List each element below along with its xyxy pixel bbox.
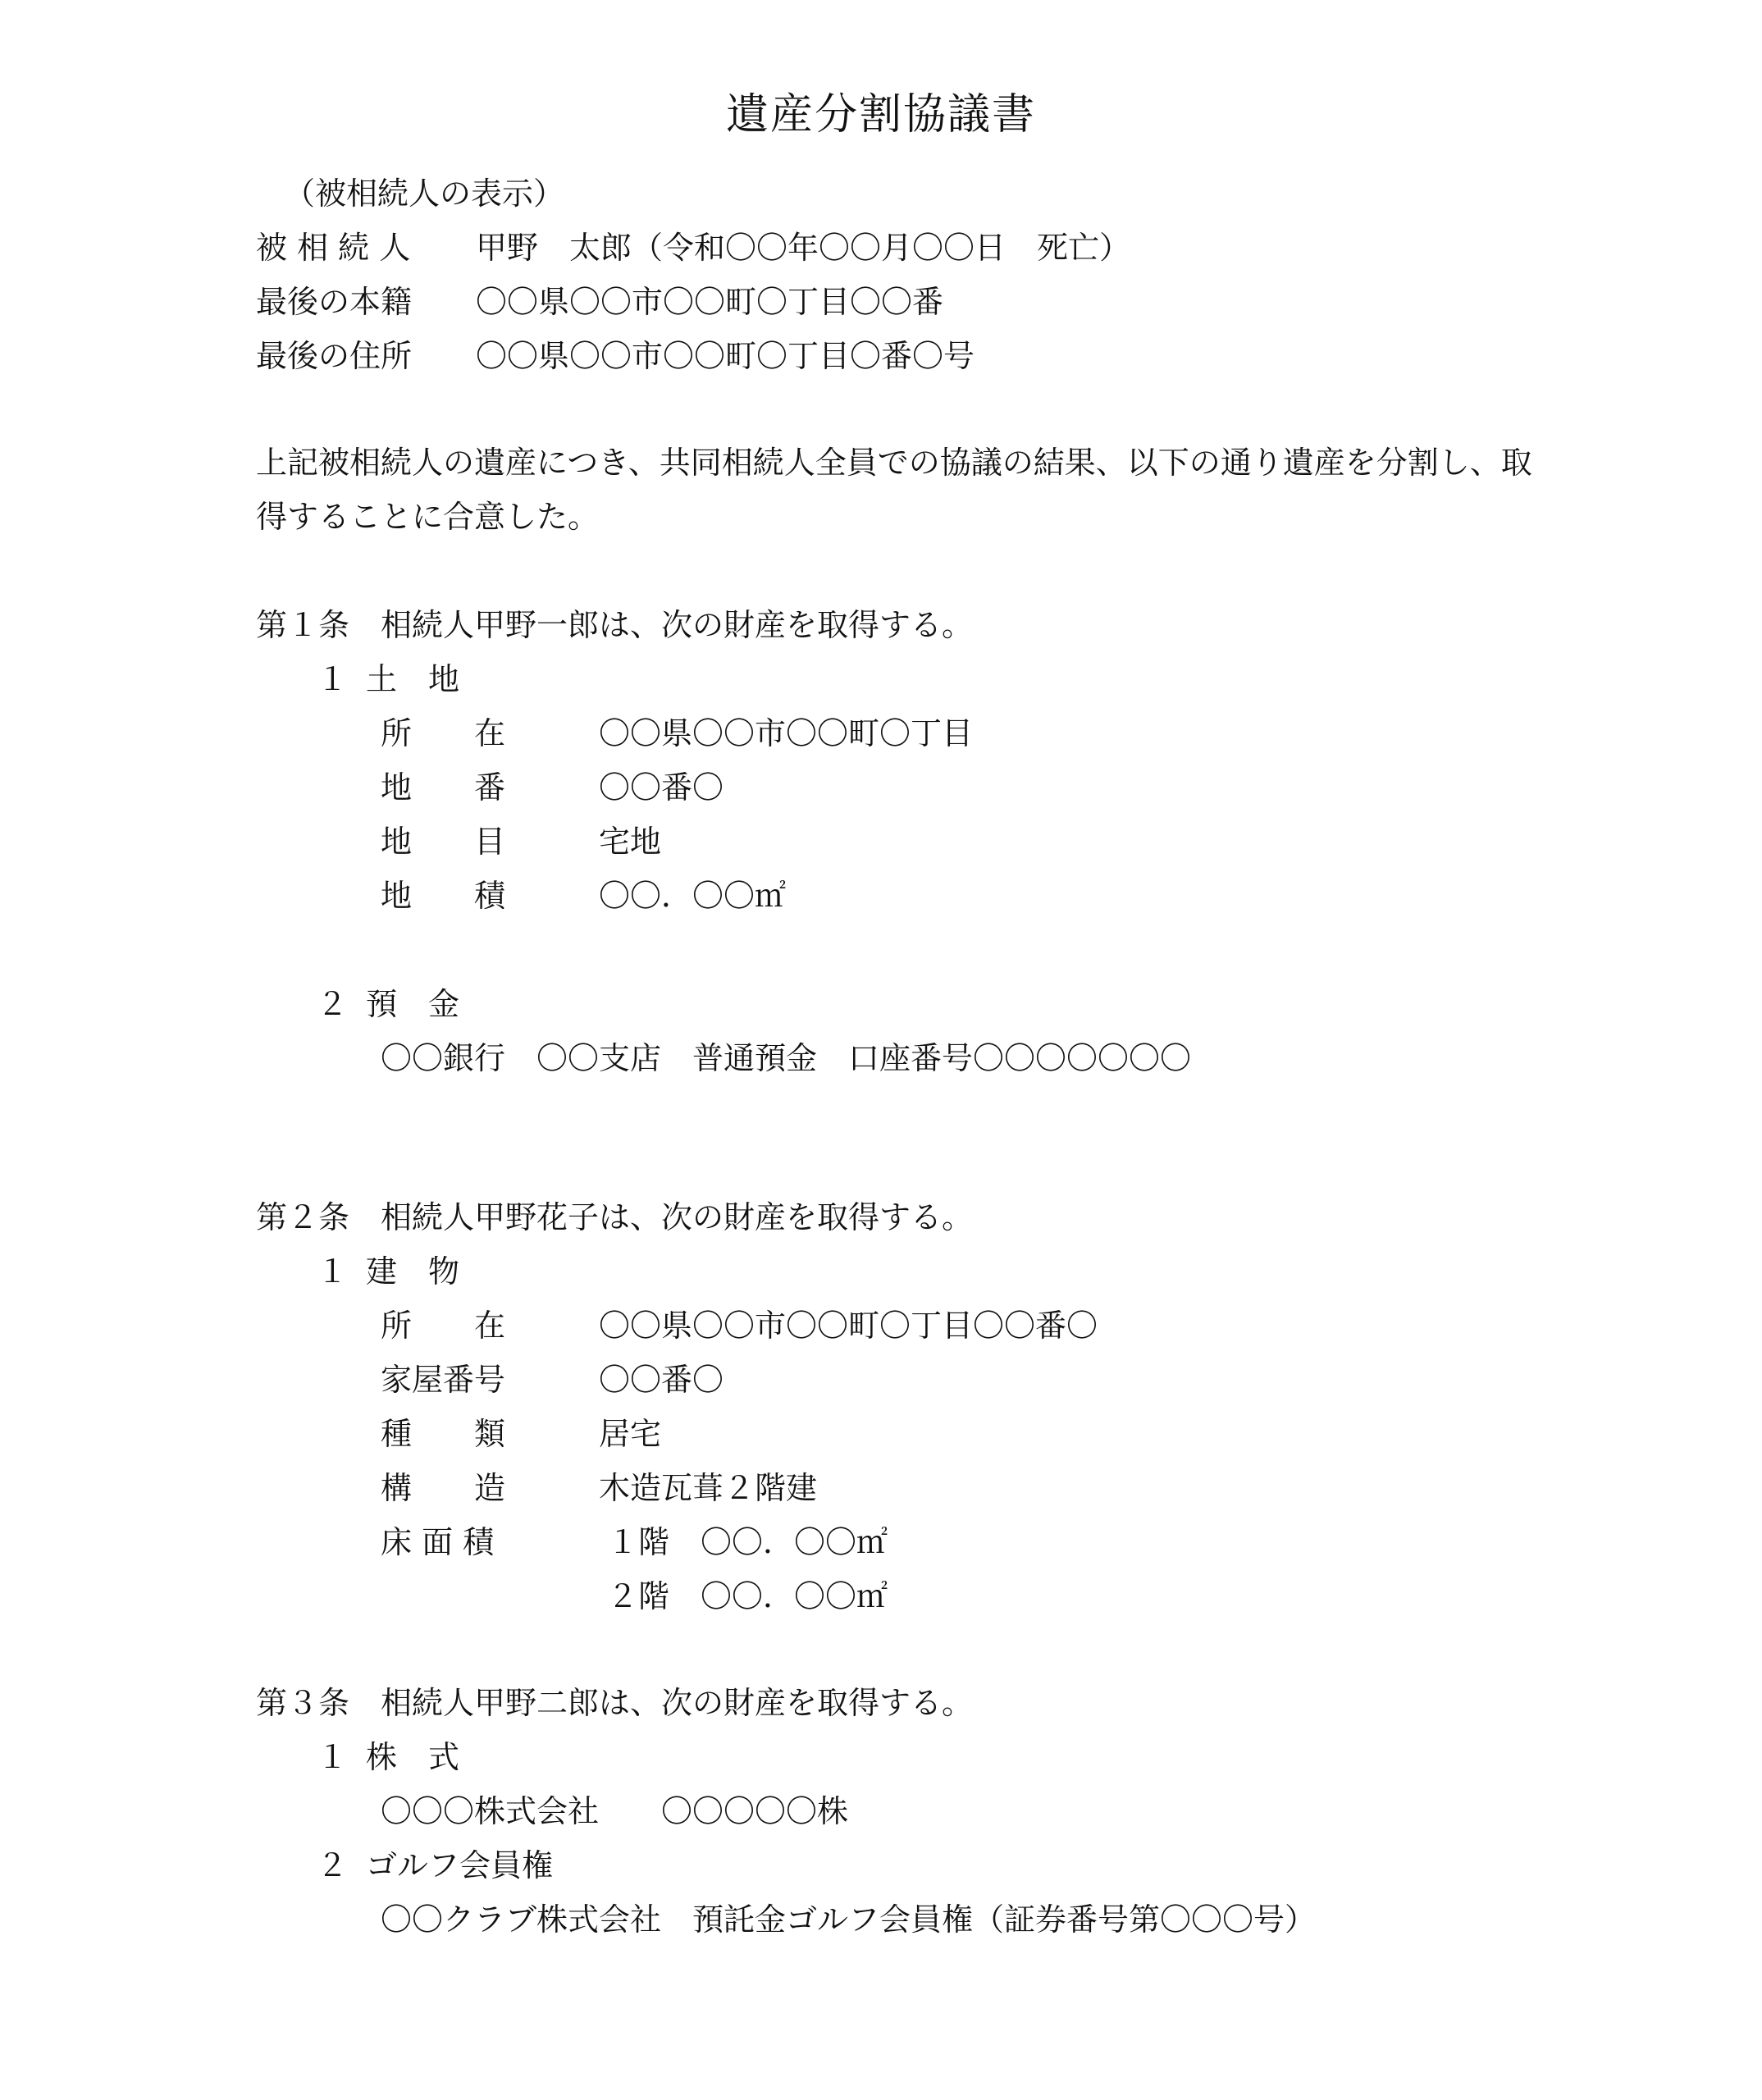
article3-item1-number: １ (317, 1739, 349, 1775)
article3-item2-title: ゴルフ会員権 (366, 1847, 554, 1883)
land-value-category: 宅地 (599, 824, 662, 860)
decedent-value-domicile: 〇〇県〇〇市〇〇町〇丁目〇〇番 (476, 284, 944, 320)
building-label-structure: 構 造 (381, 1470, 506, 1506)
article1-item2-number: ２ (317, 986, 349, 1022)
land-label-location: 所 在 (381, 715, 506, 751)
decedent-value-name: 甲野 太郎（令和〇〇年〇〇月〇〇日 死亡） (476, 230, 1131, 266)
land-value-location: 〇〇県〇〇市〇〇町〇丁目 (599, 715, 974, 751)
golf-membership-detail: 〇〇クラブ株式会社 預託金ゴルフ会員権（証券番号第〇〇〇号） (381, 1901, 1317, 1938)
decedent-heading: （被相続人の表示） (284, 176, 565, 212)
decedent-label-address: 最後の住所 (256, 338, 413, 374)
building-value-floor2: ２階 〇〇．〇〇㎡ (607, 1578, 888, 1614)
decedent-label-domicile: 最後の本籍 (256, 284, 413, 320)
article3-item2-number: ２ (317, 1847, 349, 1883)
article1-heading: 第１条 相続人甲野一郎は、次の財産を取得する。 (256, 607, 974, 643)
building-label-type: 種 類 (381, 1416, 506, 1452)
decedent-label-name: 被 相 続 人 (256, 230, 411, 266)
land-label-area: 地 積 (381, 878, 506, 914)
stock-detail: 〇〇〇株式会社 〇〇〇〇〇株 (381, 1793, 849, 1829)
decedent-value-address: 〇〇県〇〇市〇〇町〇丁目〇番〇号 (476, 338, 975, 374)
article1-item1-title: 土 地 (366, 661, 460, 697)
intro-line-1: 上記被相続人の遺産につき、共同相続人全員での協議の結果、以下の通り遺産を分割し、取 (256, 445, 1532, 481)
article2-item1-title: 建 物 (366, 1253, 460, 1290)
building-label-floor-area: 床 面 積 (381, 1524, 495, 1560)
land-label-lot-number: 地 番 (381, 769, 506, 806)
article1-item1-number: １ (317, 661, 349, 697)
land-value-area: 〇〇．〇〇㎡ (599, 878, 787, 914)
deposit-detail: 〇〇銀行 〇〇支店 普通預金 口座番号〇〇〇〇〇〇〇 (381, 1040, 1192, 1076)
document-title: 遺産分割協議書 (725, 90, 1036, 139)
land-value-lot-number: 〇〇番〇 (599, 769, 724, 806)
article3-heading: 第３条 相続人甲野二郎は、次の財産を取得する。 (256, 1685, 974, 1721)
article2-item1-number: １ (317, 1253, 349, 1290)
article3-item1-title: 株 式 (366, 1739, 460, 1775)
building-value-house-number: 〇〇番〇 (599, 1362, 724, 1398)
article2-heading: 第２条 相続人甲野花子は、次の財産を取得する。 (256, 1199, 974, 1235)
building-value-structure: 木造瓦葺２階建 (599, 1470, 818, 1506)
building-label-location: 所 在 (381, 1308, 506, 1344)
building-value-type: 居宅 (599, 1416, 662, 1452)
building-value-floor1: １階 〇〇．〇〇㎡ (607, 1524, 888, 1560)
building-value-location: 〇〇県〇〇市〇〇町〇丁目〇〇番〇 (599, 1308, 1098, 1344)
building-label-house-number: 家屋番号 (381, 1362, 506, 1398)
article1-item2-title: 預 金 (366, 986, 460, 1022)
land-label-category: 地 目 (381, 824, 506, 860)
intro-line-2: 得することに合意した。 (256, 499, 600, 535)
